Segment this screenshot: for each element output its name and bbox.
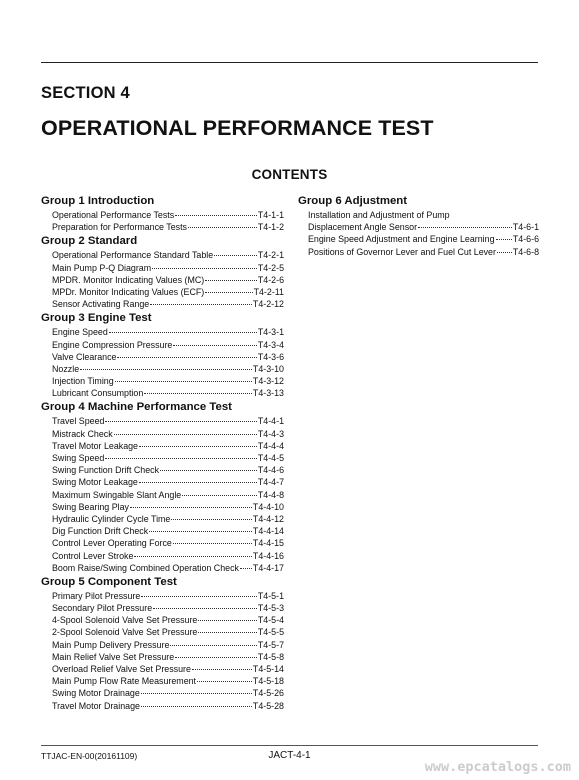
- leader-dots: [173, 543, 252, 544]
- leader-dots: [105, 421, 256, 422]
- toc-entry-page: T4-4-10: [252, 501, 284, 512]
- toc-entry-page: T4-6-1: [512, 222, 539, 233]
- toc-left-column: [41, 194, 284, 713]
- toc-entry[interactable]: [41, 614, 284, 626]
- toc-entry-page: T4-3-4: [257, 339, 284, 350]
- leader-dots: [144, 393, 252, 394]
- toc-entry-text: Preparation for Performance Tests: [52, 222, 187, 233]
- toc-entry-page: T4-4-8: [257, 489, 284, 500]
- toc-entry-page: T4-1-2: [257, 222, 284, 233]
- toc-entry-text: Main Pump Delivery Pressure: [52, 639, 170, 650]
- toc-entry-text: Nozzle: [52, 363, 80, 374]
- toc-entry[interactable]: [41, 262, 284, 274]
- leader-dots: [149, 531, 252, 532]
- contents-heading: CONTENTS: [251, 167, 328, 182]
- toc-entry[interactable]: [41, 501, 284, 513]
- toc-entry-page: T4-5-1: [257, 590, 284, 601]
- leader-dots: [192, 669, 252, 670]
- toc-entry-page: T4-5-28: [252, 700, 284, 711]
- leader-dots: [105, 458, 257, 459]
- toc-entry-page: T4-2-12: [252, 299, 284, 310]
- toc-entry-text: Mistrack Check: [52, 428, 113, 439]
- toc-entry-text: MPDR. Monitor Indicating Values (MC): [52, 274, 205, 285]
- toc-entry-page: T4-2-1: [257, 250, 284, 261]
- toc-group: [298, 194, 539, 258]
- leader-dots: [175, 215, 257, 216]
- leader-dots: [496, 239, 512, 240]
- section-label: SECTION 4: [41, 84, 130, 102]
- toc-entry-page: T4-5-3: [257, 603, 284, 614]
- toc-entry[interactable]: [41, 440, 284, 452]
- toc-entry-page: T4-4-15: [252, 538, 284, 549]
- leader-dots: [418, 227, 512, 228]
- top-rule: [41, 62, 538, 63]
- leader-dots: [170, 645, 256, 646]
- leader-dots: [240, 568, 252, 569]
- toc-entry[interactable]: [41, 363, 284, 375]
- leader-dots: [114, 434, 257, 435]
- toc-entry-page: T4-5-8: [257, 651, 284, 662]
- leader-dots: [160, 470, 257, 471]
- toc-entry-text: Control Lever Operating Force: [52, 538, 172, 549]
- toc-entry-page: T4-5-7: [257, 639, 284, 650]
- group-title: Group 1 Introduction: [41, 195, 155, 207]
- toc-entry-text: Positions of Governor Lever and Fuel Cut Lever: [308, 246, 496, 257]
- toc-entry[interactable]: [41, 339, 284, 351]
- group-title: Group 4 Machine Performance Test: [41, 401, 232, 414]
- leader-dots: [141, 596, 257, 597]
- toc-entry-page: T4-5-4: [257, 615, 284, 626]
- toc-entry[interactable]: [41, 476, 284, 488]
- leader-dots: [497, 252, 512, 253]
- toc-entry-text: Swing Motor Leakage: [52, 477, 138, 488]
- toc-entry-page: T4-4-5: [257, 453, 284, 463]
- toc-entry-page: T4-2-5: [257, 262, 284, 273]
- leader-dots: [141, 693, 252, 694]
- toc-entry-text: Travel Motor Drainage: [52, 700, 140, 711]
- toc-group: [41, 194, 284, 233]
- toc-entry-text: Main Pump Flow Rate Measurement: [52, 676, 197, 687]
- toc-entry-text: Swing Bearing Play: [52, 501, 129, 512]
- toc-entry-text: Secondary Pilot Pressure: [52, 603, 153, 614]
- leader-dots: [197, 681, 252, 682]
- toc-entry[interactable]: [298, 209, 539, 221]
- leader-dots: [171, 519, 252, 520]
- toc-entry-page: T4-3-12: [252, 376, 284, 387]
- toc-entry[interactable]: [41, 387, 284, 399]
- toc-entry-text: Engine Speed: [52, 327, 108, 338]
- leader-dots: [214, 255, 257, 256]
- toc-entry-text: Sensor Activating Range: [52, 299, 150, 310]
- toc-entry[interactable]: [41, 489, 284, 501]
- toc-right-column: [298, 194, 539, 259]
- toc-entry-page: T4-4-1: [257, 416, 284, 427]
- leader-dots: [141, 706, 252, 707]
- footer-page-number: JACT-4-1: [268, 750, 311, 761]
- toc-entry-text: Swing Speed: [52, 453, 105, 463]
- footer-doc-code: TTJAC-EN-00(20161109): [41, 751, 138, 761]
- leader-dots: [109, 332, 257, 333]
- leader-dots: [139, 482, 257, 483]
- toc-entry-page: T4-6-6: [512, 234, 539, 245]
- watermark: www.epcatalogs.com: [424, 759, 571, 775]
- toc-entry-text: Injection Timing: [52, 376, 114, 387]
- leader-dots: [205, 280, 257, 281]
- toc-entry[interactable]: [41, 525, 284, 537]
- toc-entry-text: Swing Motor Drainage: [52, 688, 140, 699]
- toc-entry-text: Boom Raise/Swing Combined Operation Check: [52, 562, 239, 573]
- toc-entry-page: T4-1-1: [257, 210, 284, 220]
- leader-dots: [198, 620, 256, 621]
- toc-entry[interactable]: [298, 246, 539, 258]
- toc-entry-text: Engine Compression Pressure: [52, 339, 173, 350]
- toc-entry[interactable]: [41, 249, 284, 261]
- leader-dots: [117, 357, 256, 358]
- toc-entry[interactable]: [41, 590, 284, 602]
- toc-entry-text: Valve Clearance: [52, 351, 117, 362]
- toc-entry-page: T4-6-8: [512, 246, 539, 257]
- toc-entry-page: T4-4-6: [257, 465, 284, 476]
- toc-entry[interactable]: [41, 626, 284, 638]
- toc-entry-text: Control Lever Stroke: [52, 550, 134, 561]
- toc-entry[interactable]: [41, 550, 284, 562]
- group-title: Group 3 Engine Test: [41, 312, 152, 325]
- toc-entry[interactable]: [41, 428, 284, 440]
- toc-entry[interactable]: [41, 687, 284, 699]
- leader-dots: [150, 304, 252, 305]
- toc-entry[interactable]: [41, 602, 284, 614]
- footer-rule: [41, 745, 538, 746]
- toc-entry-text: Displacement Angle Sensor: [308, 222, 418, 233]
- toc-entry[interactable]: [41, 452, 284, 464]
- toc-entry[interactable]: [41, 415, 284, 427]
- toc-entry-page: T4-2-11: [253, 286, 284, 297]
- toc-entry[interactable]: [41, 464, 284, 476]
- toc-entry-page: T4-3-1: [257, 327, 284, 338]
- toc-entry[interactable]: [41, 663, 284, 675]
- toc-entry[interactable]: [41, 675, 284, 687]
- toc-entry-text: Maximum Swingable Slant Angle: [52, 489, 182, 500]
- toc-entry[interactable]: [41, 651, 284, 663]
- leader-dots: [80, 369, 252, 370]
- leader-dots: [198, 632, 256, 633]
- toc-entry-text: Engine Speed Adjustment and Engine Learning: [308, 234, 495, 245]
- toc-entry[interactable]: [41, 513, 284, 525]
- toc-entry-page: T4-4-7: [257, 477, 284, 488]
- leader-dots: [115, 381, 252, 382]
- group-title: Group 2 Standard: [41, 235, 138, 248]
- toc-entry-text: Operational Performance Tests: [52, 210, 175, 220]
- toc-entry-text: Travel Speed: [52, 416, 105, 427]
- toc-entry-page: T4-4-16: [252, 550, 284, 561]
- toc-entry-page: T4-5-26: [252, 688, 284, 699]
- toc-entry-text: 4-Spool Solenoid Valve Set Pressure: [52, 615, 198, 626]
- toc-entry-text: Overload Relief Valve Set Pressure: [52, 664, 191, 674]
- toc-entry-text: Lubricant Consumption: [52, 388, 144, 399]
- toc-entry-text: 2-Spool Solenoid Valve Set Pressure: [52, 627, 198, 638]
- toc-entry-text: Hydraulic Cylinder Cycle Time: [52, 513, 171, 524]
- toc-entry-page: T4-5-18: [252, 676, 284, 687]
- leader-dots: [134, 556, 252, 557]
- toc-entry-text: Main Pump P-Q Diagram: [52, 262, 152, 273]
- toc-entry-text: Main Relief Valve Set Pressure: [52, 651, 175, 662]
- toc-entry-text: MPDr. Monitor Indicating Values (ECF): [52, 286, 205, 297]
- leader-dots: [153, 608, 257, 609]
- leader-dots: [173, 345, 256, 346]
- toc-entry[interactable]: [41, 351, 284, 363]
- toc-entry-page: T4-4-14: [252, 526, 284, 537]
- toc-entry[interactable]: [41, 562, 284, 574]
- toc-entry-page: T4-3-10: [252, 363, 284, 374]
- toc-entry-text: Installation and Adjustment of Pump: [308, 210, 450, 220]
- toc-entry-page: T4-4-12: [252, 513, 284, 524]
- toc-entry-text: Swing Function Drift Check: [52, 465, 160, 476]
- toc-entry[interactable]: [41, 537, 284, 549]
- group-title: Group 5 Component Test: [41, 575, 177, 588]
- toc-entry-page: T4-3-13: [252, 388, 284, 399]
- toc-entry[interactable]: [41, 700, 284, 712]
- toc-entry[interactable]: [41, 286, 284, 298]
- leader-dots: [188, 227, 257, 228]
- toc-entry[interactable]: [41, 375, 284, 387]
- toc-group: [41, 400, 284, 573]
- toc-entry-page: T4-4-17: [252, 562, 284, 573]
- group-title: Group 6 Adjustment: [298, 195, 408, 207]
- toc-entry[interactable]: [41, 298, 284, 310]
- leader-dots: [182, 495, 257, 496]
- toc-entry[interactable]: [41, 274, 284, 286]
- leader-dots: [175, 657, 257, 658]
- toc-entry[interactable]: [298, 233, 539, 245]
- leader-dots: [130, 507, 252, 508]
- toc-entry-text: Dig Function Drift Check: [52, 526, 149, 537]
- toc-entry-page: T4-2-6: [257, 274, 284, 285]
- toc-entry-page: T4-4-3: [257, 428, 284, 439]
- toc-entry-page: T4-4-4: [257, 440, 284, 451]
- toc-group: [41, 311, 284, 399]
- toc-entry[interactable]: [41, 326, 284, 338]
- toc-entry-page: T4-5-5: [257, 627, 284, 638]
- leader-dots: [205, 292, 252, 293]
- toc-entry-text: Primary Pilot Pressure: [52, 590, 141, 601]
- toc-entry-text: Operational Performance Standard Table: [52, 250, 214, 261]
- leader-dots: [139, 446, 257, 447]
- toc-entry[interactable]: [298, 221, 539, 233]
- toc-entry[interactable]: [41, 221, 284, 233]
- toc-entry[interactable]: [41, 639, 284, 651]
- toc-entry-page: T4-5-14: [252, 664, 284, 674]
- leader-dots: [152, 268, 257, 269]
- toc-entry-page: T4-3-6: [257, 351, 284, 362]
- toc-entry[interactable]: [41, 209, 284, 221]
- toc-group: [41, 234, 284, 310]
- toc-entry-text: Travel Motor Leakage: [52, 440, 138, 451]
- toc-group: [41, 575, 284, 712]
- page-title: OPERATIONAL PERFORMANCE TEST: [41, 116, 434, 140]
